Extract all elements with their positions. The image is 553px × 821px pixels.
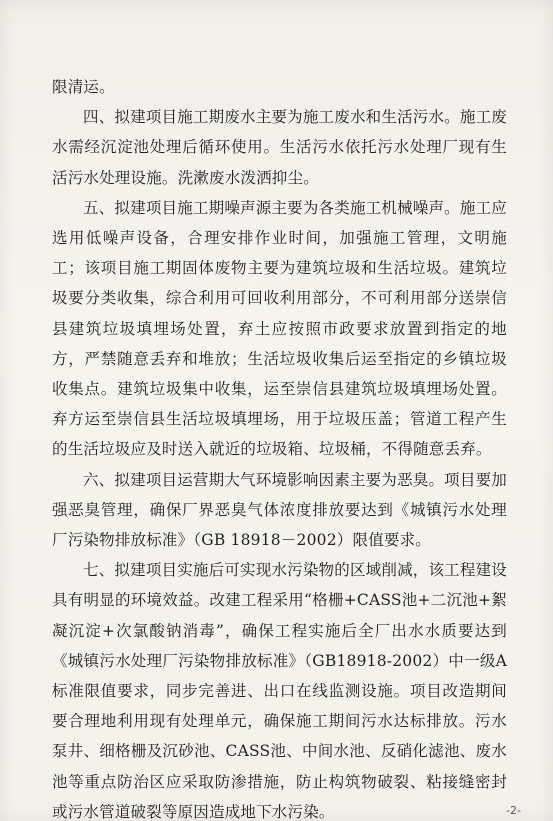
paragraph-6-odor: 六、拟建项目运营期大气环境影响因素主要为恶臭。项目要加强恶臭管理，确保厂界恶臭气体浓度排放要达到《城镇污水处理厂污染物排放标准》（GB 18918－2002）限值要求。 [52, 470, 507, 550]
paragraph-4-wastewater: 四、拟建项目施工期废水主要为施工废水和生活污水。施工废水需经沉淀池处理后循环使用。生活污水依托污水处理厂现有生活污水处理设施。洗漱废水泼洒抑尘。 [52, 108, 507, 187]
page-number: -2- [506, 804, 521, 817]
paragraph-7-water-pollution: 七、拟建项目实施后可实现水污染物的区域削减，该工程建设具有明显的环境效益。改建工程采用“格栅+CASS池+二沉池+絮凝沉淀+次氯酸钠消毒”，确保工程实施后全厂出水水质要达到《城镇污水处理厂污染物排放标准》（GB18918-2002）中一级A标准限值要求，同步完善进、出口在线监测设施。项目改造期间要合理地利用现有处理单元，确保施工期间污水达标排放。污水泵井、细格栅及沉砂池、CASS池、中间水池、反硝化滤池、废水池等重点防治区应采取防渗措施，防止构筑物破裂、粘接缝密封或污水管道破裂等原因造成地下水污染。 [52, 561, 507, 821]
body-text [52, 72, 507, 821]
paragraph-5-noise-solid-waste: 五、拟建项目施工期噪声源主要为各类施工机械噪声。施工应选用低噪声设备，合理安排作业时间，加强施工管理，文明施工；该项目施工期固体废物主要为建筑垃圾和生活垃圾。建筑垃圾要分类收集，综合利用可回收利用部分，不可利用部分送崇信县建筑垃圾填埋场处置，弃土应按照市政要求放置到指定的地方，严禁随意丢弃和堆放；生活垃圾收集后运至指定的乡镇垃圾收集点。建筑垃圾集中收集，运至崇信县建筑垃圾填埋场处置。弃方运至崇信县生活垃圾填埋场，用于垃圾压盖；管道工程产生的生活垃圾应及时送入就近的垃圾箱、垃圾桶，不得随意丢弃。 [52, 198, 507, 459]
paragraph-continuation: 限清运。 [52, 78, 115, 96]
